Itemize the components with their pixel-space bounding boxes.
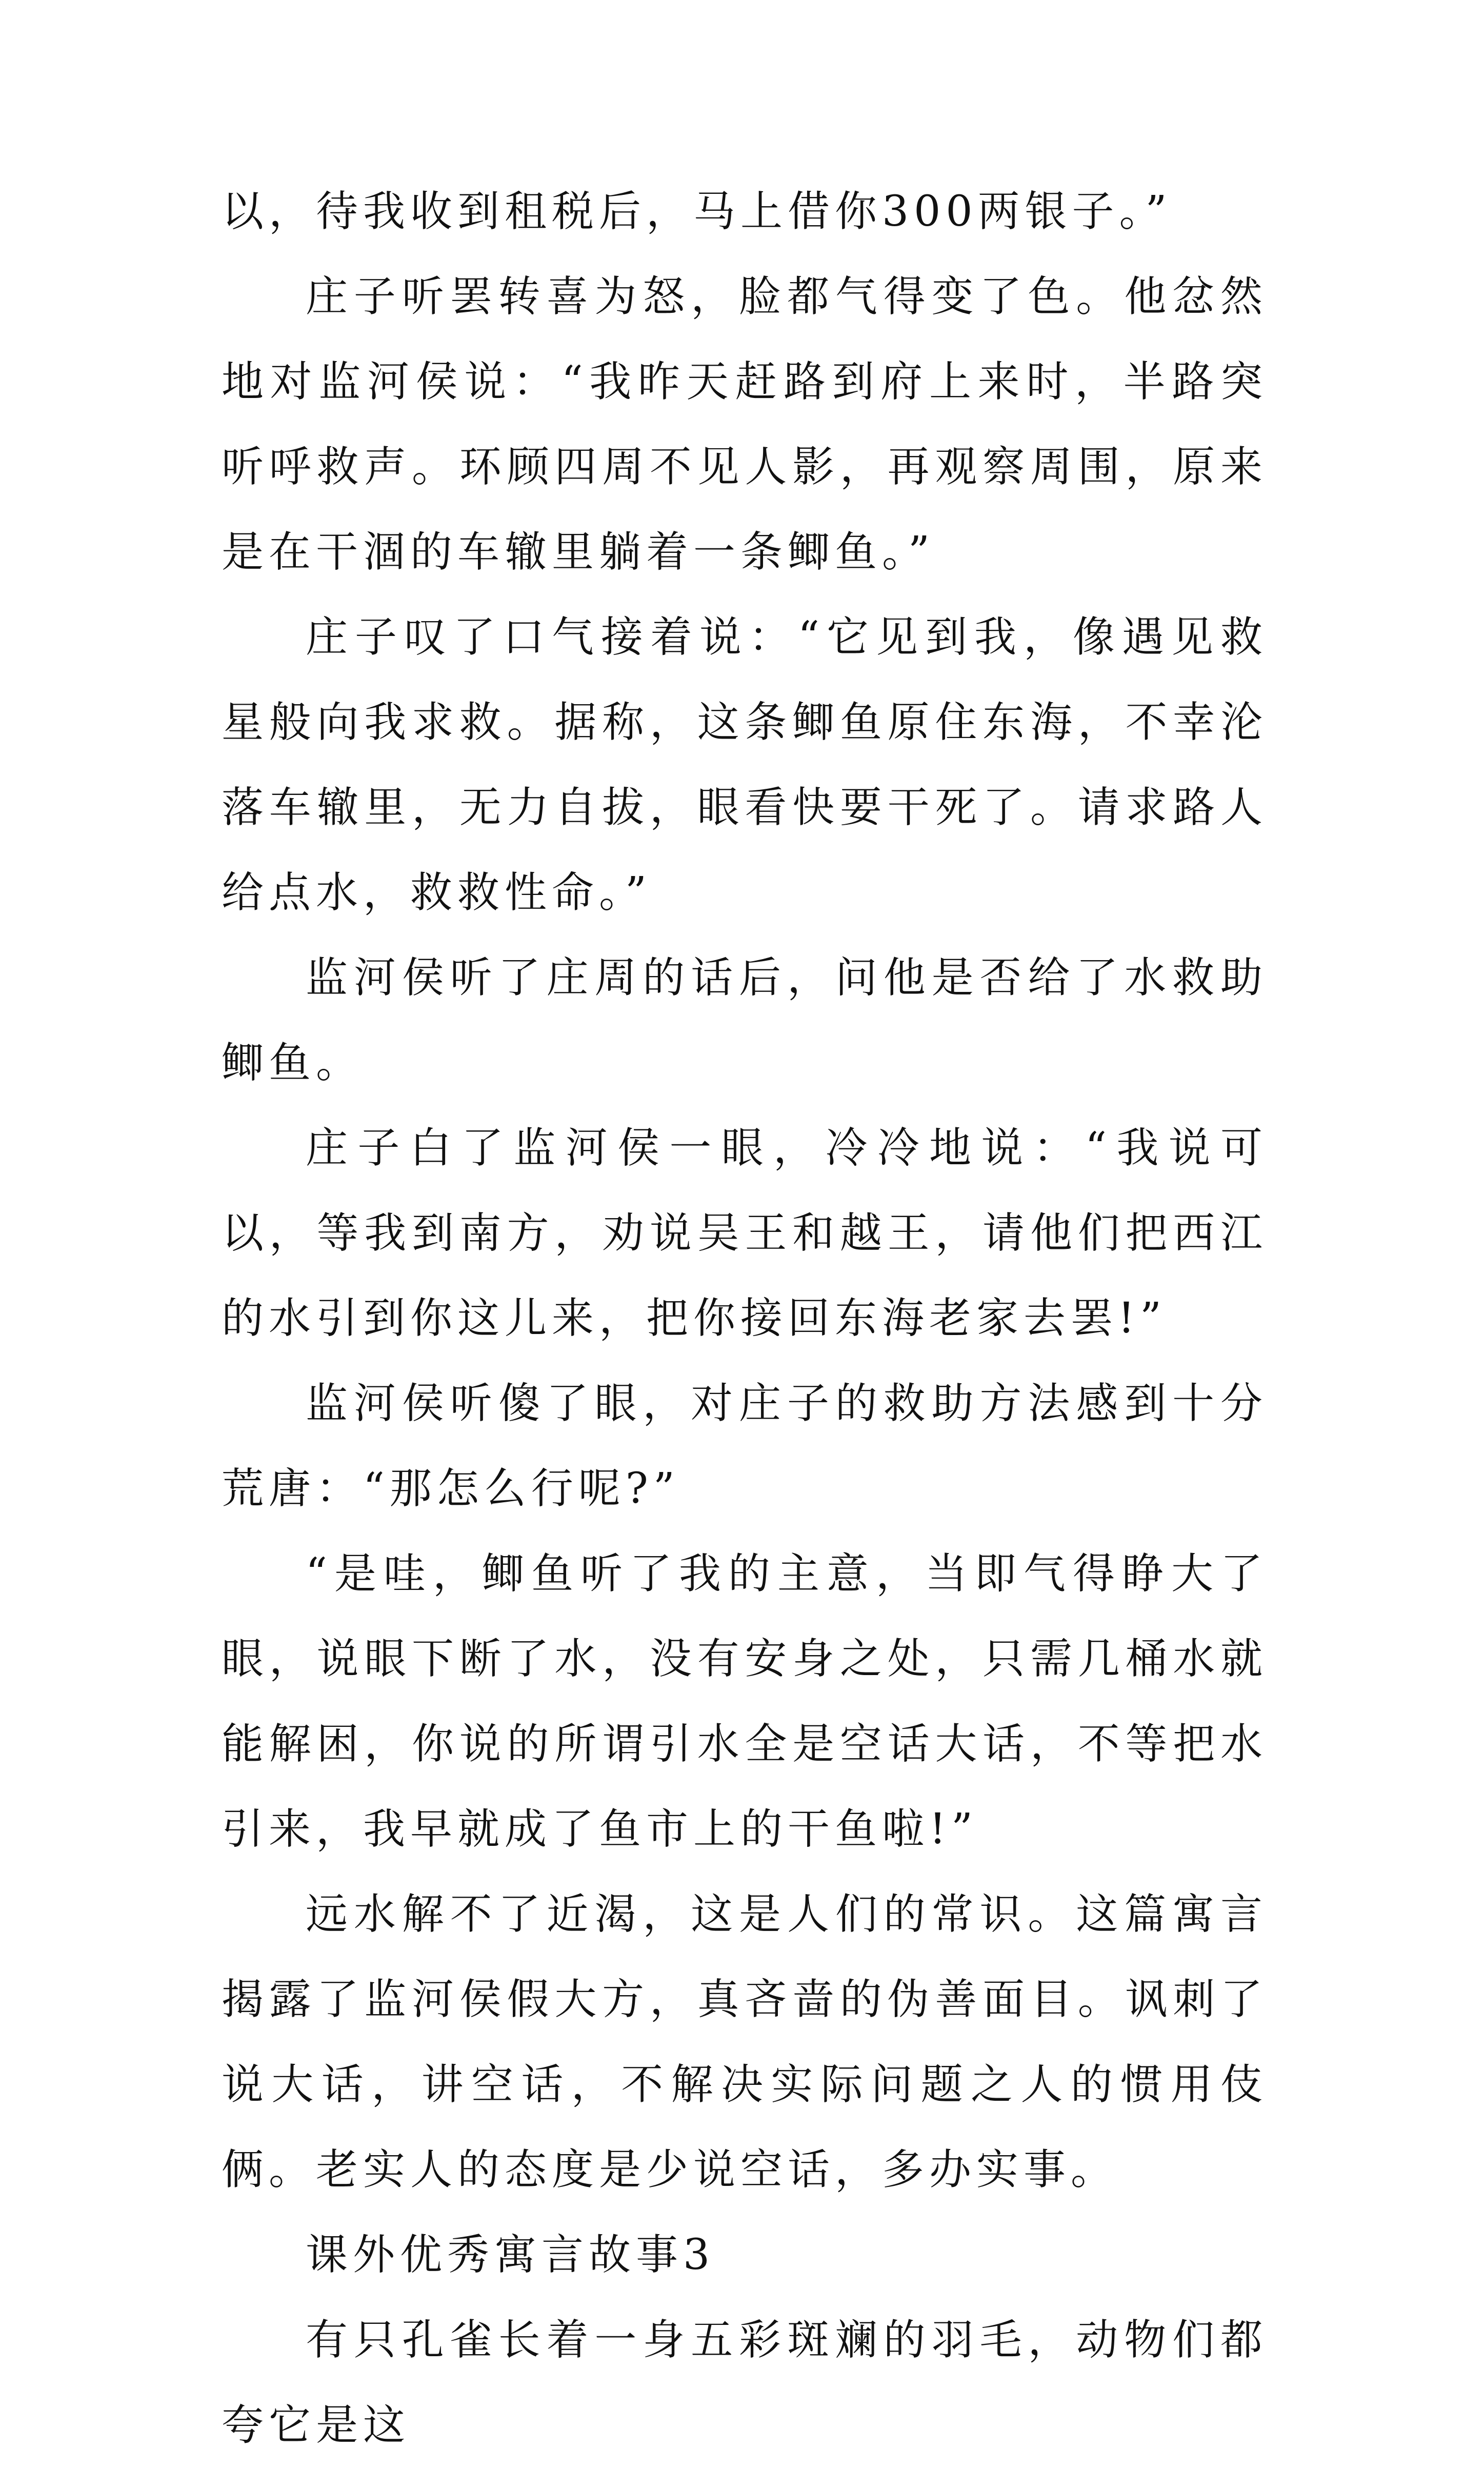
- paragraph-peacock-start: 有只孔雀长着一身五彩斑斓的羽毛，动物们都夸它是这: [222, 2316, 1268, 2450]
- document-body: [222, 169, 1268, 2468]
- paragraph-zhuangzi-angry: 庄子听罢转喜为怒，脸都气得变了色。他忿然地对监河侯说：“我昨天赶路到府上来时，半路突听呼救声。环顾四周不见人影，再观察周围，原来是在干涸的车辙里躺着一条鲫鱼。”: [222, 272, 1268, 576]
- paragraph-jianhehou-asks: 监河侯听了庄周的话后，问他是否给了水救助鲫鱼。: [222, 953, 1268, 1087]
- paragraph-zhuangzi-sigh: 庄子叹了口气接着说：“它见到我，像遇见救星般向我求救。据称，这条鲫鱼原住东海，不幸沦落车辙里，无力自拔，眼看快要干死了。请求路人给点水，救救性命。”: [222, 613, 1268, 917]
- paragraph-fish-response: “是哇，鲫鱼听了我的主意，当即气得睁大了眼，说眼下断了水，没有安身之处，只需几桶水就能解困，你说的所谓引水全是空话大话，不等把水引来，我早就成了鱼市上的干鱼啦!”: [222, 1549, 1268, 1854]
- paragraph-zhuangzi-reply: 庄子白了监河侯一眼，冷冷地说：“我说可以，等我到南方，劝说吴王和越王，请他们把西江的水引到你这儿来，把你接回东海老家去罢!”: [222, 1124, 1268, 1343]
- section-heading: 课外优秀寓言故事3: [306, 2231, 715, 2279]
- paragraph-continuation: 以，待我收到租税后，马上借你300两银子。”: [222, 187, 1172, 236]
- paragraph-jianhehou-stunned: 监河侯听傻了眼，对庄子的救助方法感到十分荒唐：“那怎么行呢?”: [222, 1379, 1268, 1513]
- paragraph-moral: 远水解不了近渴，这是人们的常识。这篇寓言揭露了监河侯假大方，真吝啬的伪善面目。讽刺了说大话，讲空话，不解决实际问题之人的惯用伎俩。老实人的态度是少说空话，多办实事。: [222, 1890, 1268, 2194]
